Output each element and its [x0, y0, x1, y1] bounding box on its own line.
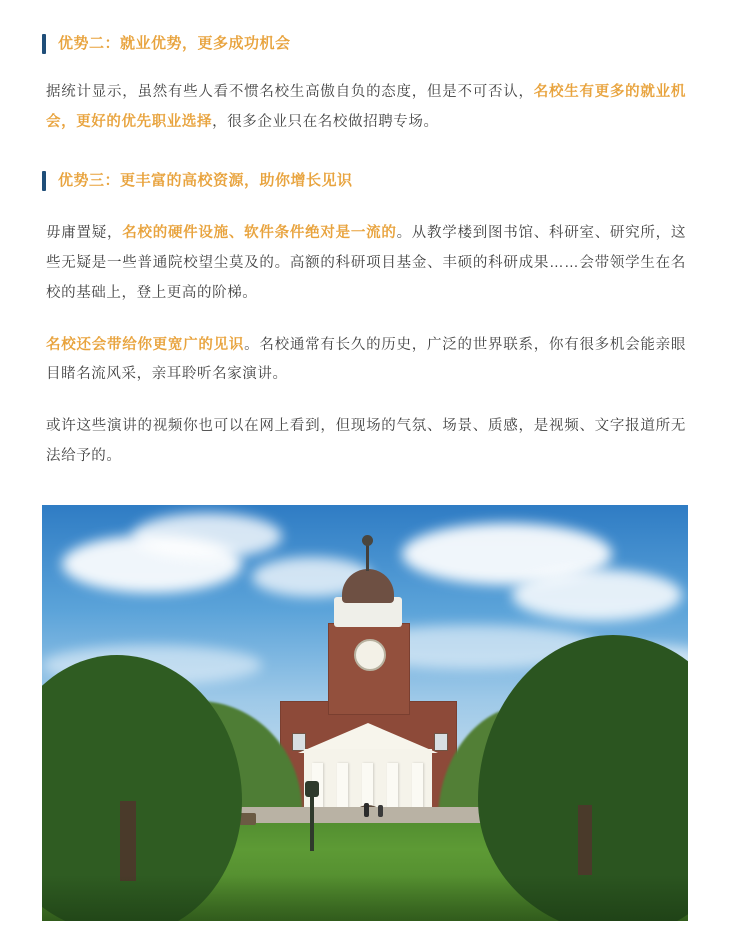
text-run: 。从教学楼到图书馆、科研室、研究所，这些无疑是一些普通院校望尘莫及的。高额的科研项目基金、丰硕的科研成果……会带领学生在名校的基础上，登上更高的阶梯。 — [46, 225, 686, 301]
text-run: 。名校通常有长久的历史，广泛的世界联系，你有很多机会能亲眼目睹名流风采，亲耳聆听名家演讲。 — [46, 336, 686, 383]
campus-photo — [42, 505, 688, 921]
text-run: 毋庸置疑， — [46, 225, 123, 242]
section-heading-2 — [42, 32, 690, 56]
text-run-highlight: 名校生有更多的就业机会，更好的优先职业选择 — [46, 84, 687, 130]
campus-photo-canvas — [42, 505, 688, 921]
text-run-highlight: 名校的硬件设施、软件条件绝对是一流的 — [122, 225, 397, 242]
text-run: 或许这些演讲的视频你也可以在网上看到，但现场的气氛、场景、质感，是视频、文字报道所无法给予的。 — [46, 418, 686, 464]
text-run: 据统计显示，虽然有些人看不惯名校生高傲自负的态度，但是不可否认， — [46, 84, 534, 100]
pedestrian — [378, 805, 383, 817]
text-run: ，很多企业只在名校做招聘专场。 — [212, 113, 439, 130]
heading-accent-bar — [42, 34, 46, 54]
section-heading-3-text: 优势三：更丰富的高校资源，助你增长见识 — [58, 172, 353, 190]
text-run-highlight: 名校还会带给你更宽广的见识 — [46, 336, 245, 353]
spacer — [42, 137, 690, 155]
paragraph-4 — [42, 412, 690, 471]
paragraph-1 — [42, 78, 690, 137]
section-heading-2-text: 优势二：就业优势，更多成功机会 — [58, 35, 291, 52]
section-heading-3 — [42, 169, 690, 193]
paragraph-2 — [42, 219, 690, 308]
lawn-shadow — [42, 875, 688, 921]
paragraph-3 — [42, 331, 690, 390]
lamp-post — [310, 793, 314, 851]
heading-accent-bar — [42, 171, 46, 191]
pedestrian — [364, 803, 369, 817]
tree-trunk — [120, 801, 136, 881]
tree-trunk — [578, 805, 592, 875]
